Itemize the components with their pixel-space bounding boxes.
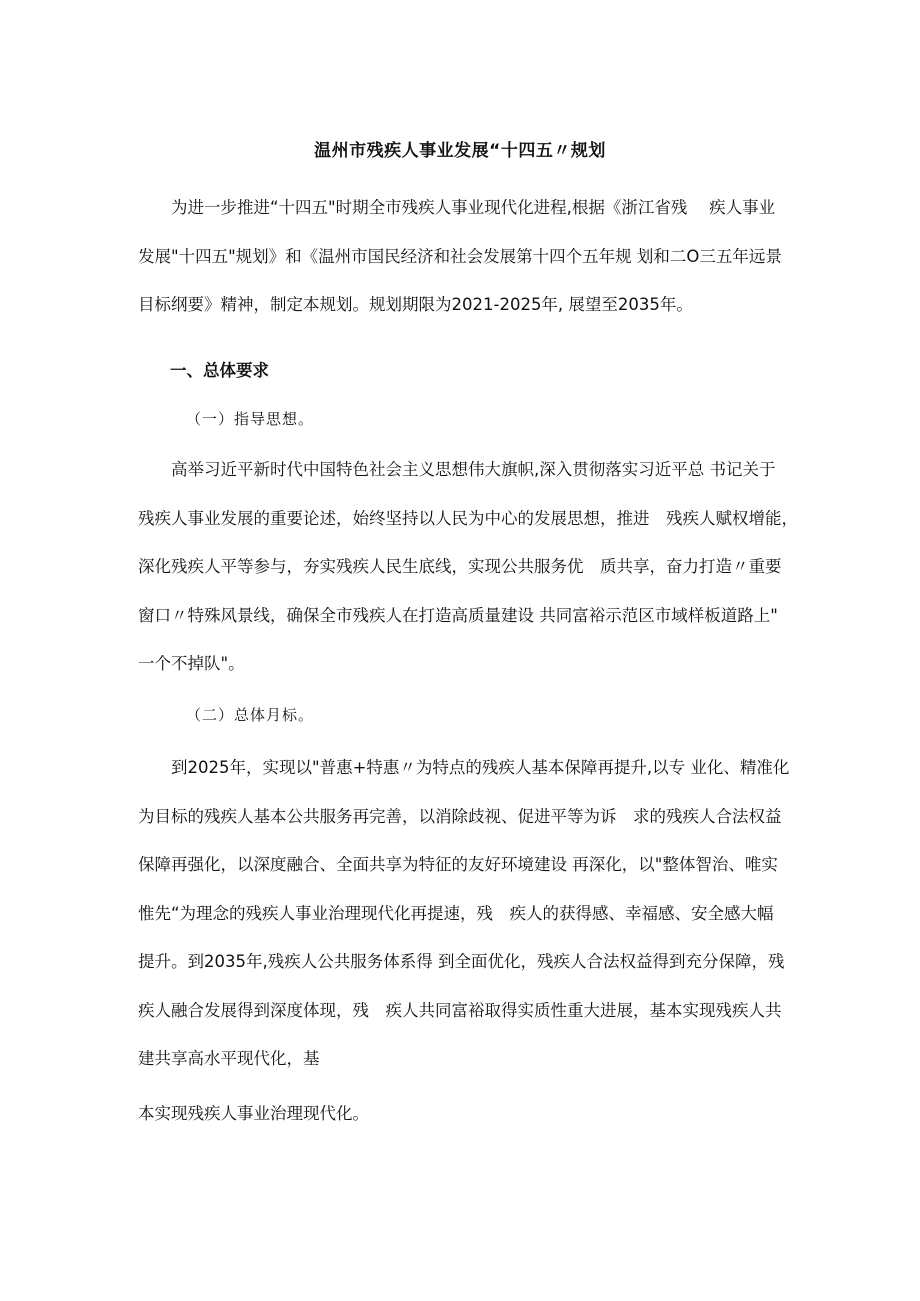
intro-paragraph	[138, 184, 808, 330]
goal-line-5: 提升。到2035年,残疾人公共服务体系得 到全面优化，残疾人合法权益得到充分保障，残	[138, 952, 785, 971]
goal-line-1: 到2025年，实现以"普惠+特惠〃为特点的残疾人基本保障再提升,以专 业化、精准化	[171, 758, 790, 777]
overall-goal-paragraph	[138, 744, 808, 1084]
document-title: 温州市残疾人事业发展“十四五〃规划	[314, 141, 606, 161]
guiding-thought-paragraph	[138, 446, 808, 689]
goal-line-7: 建共享高水平现代化，基	[138, 1049, 320, 1068]
goal-line-4: 惟先“为理念的残疾人事业治理现代化再提速，残 疾人的获得感、幸福感、安全感大幅	[138, 903, 774, 923]
sub1-heading: （一）指导思想。	[186, 410, 315, 428]
guiding-line-4: 窗口〃特殊风景线，确保全市残疾人在打造高质量建设 共同富裕示范区市域样板道路上"	[138, 605, 778, 625]
intro-line-1: 为进一步推进“十四五"时期全市残疾人事业现代化进程,根据《浙江省残 疾人事业	[171, 198, 776, 217]
intro-line-2: 发展"十四五"规划》和《温州市国民经济和社会发展第十四个五年规 划和二O三五年远景	[138, 246, 782, 266]
goal-line-2: 为目标的残疾人基本公共服务再完善，以消除歧视、促进平等为诉 求的残疾人合法权益	[138, 806, 782, 826]
sub2-heading: （二）总体月标。	[186, 706, 315, 724]
guiding-line-5: 一个不掉队"。	[138, 654, 245, 673]
goal-line-3: 保障再强化，以深度融合、全面共享为特征的友好环境建设 再深化，以"整体智治、唯实	[138, 855, 778, 874]
section1-heading: 一、总体要求	[170, 361, 269, 380]
guiding-line-1: 高举习近平新时代中国特色社会主义思想伟大旗帜,深入贯彻落实习近平总 书记关于	[171, 460, 776, 479]
guiding-line-3: 深化残疾人平等参与，夯实残疾人民生底线，实现公共服务优 质共享，奋力打造〃重要	[138, 557, 782, 576]
goal-line-6: 疾人融合发展得到深度体现，残 疾人共同富裕取得实质性重大进展，基本实现残疾人共	[138, 1000, 782, 1020]
goal-tail-line: 本实现残疾人事业治理现代化。	[138, 1104, 369, 1123]
guiding-line-2: 残疾人事业发展的重要论述，始终坚持以人民为中心的发展思想，推进 残疾人赋权增能，	[138, 508, 798, 528]
intro-line-3: 目标纲要》精神，制定本规划。规划期限为2021-2025年, 展望至2035年。	[138, 295, 693, 314]
overall-goal-tail	[138, 1090, 808, 1139]
